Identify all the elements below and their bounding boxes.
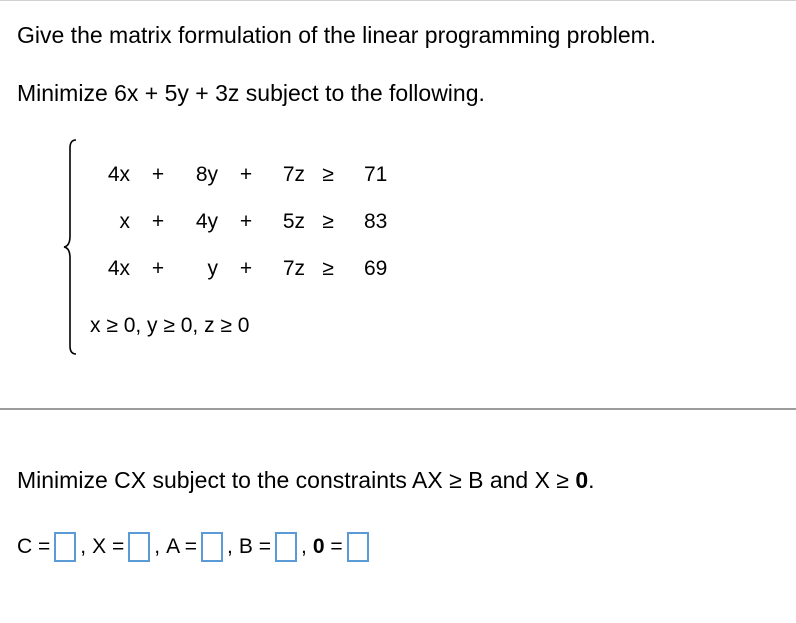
row3-plus-2: + (239, 257, 253, 280)
row2-geq: ≥ (322, 210, 334, 233)
question-instruction: Give the matrix formulation of the linear programming problem. (17, 22, 657, 48)
row3-rhs: 69 (364, 257, 388, 280)
b-label: B = (238, 535, 271, 558)
left-brace (62, 138, 78, 356)
row1-plus-1: + (151, 163, 165, 186)
nonnegativity-constraints: x ≥ 0, y ≥ 0, z ≥ 0 (90, 314, 250, 337)
question-objective: Minimize 6x + 5y + 3z subject to the following. (17, 80, 485, 106)
row1-plus-2: + (239, 163, 253, 186)
c-answer-box[interactable] (54, 532, 76, 562)
a-label: A = (166, 535, 198, 558)
row2-term-z: 5z (282, 210, 305, 233)
separator: , (227, 535, 233, 558)
x-answer-box[interactable] (128, 532, 150, 562)
zero-vector-label: 0 (312, 535, 325, 558)
b-answer-box[interactable] (275, 532, 297, 562)
row2-plus-2: + (239, 210, 253, 233)
section-divider (0, 408, 796, 410)
separator: , (154, 535, 161, 558)
x-label: X = (92, 535, 125, 558)
row3-plus-1: + (151, 257, 165, 280)
row1-term-x: 4x (107, 163, 130, 186)
row3-term-z: 7z (282, 257, 305, 280)
zero-equals: = (324, 535, 343, 558)
answer-row (17, 528, 373, 566)
matrix-prompt-zero: 0 (575, 467, 589, 493)
row1-rhs: 71 (364, 163, 388, 186)
row2-plus-1: + (151, 210, 165, 233)
row3-geq: ≥ (322, 257, 334, 280)
a-answer-box[interactable] (201, 532, 223, 562)
matrix-prompt (17, 467, 595, 494)
top-border (0, 0, 796, 1)
row1-geq: ≥ (322, 163, 334, 186)
matrix-prompt-text: Minimize CX subject to the constraints AX ≥ B and X ≥ (17, 467, 576, 493)
separator: , (80, 535, 87, 558)
row1-term-y: 8y (195, 163, 218, 186)
c-label: C = (17, 535, 51, 558)
matrix-prompt-period: . (588, 467, 595, 493)
row2-rhs: 83 (364, 210, 388, 233)
row2-term-y: 4y (195, 210, 218, 233)
row2-term-x: x (119, 210, 130, 233)
row3-term-y: y (207, 257, 218, 280)
row1-term-z: 7z (282, 163, 305, 186)
separator: , (300, 535, 307, 558)
row3-term-x: 4x (107, 257, 130, 280)
zero-answer-box[interactable] (347, 532, 369, 562)
